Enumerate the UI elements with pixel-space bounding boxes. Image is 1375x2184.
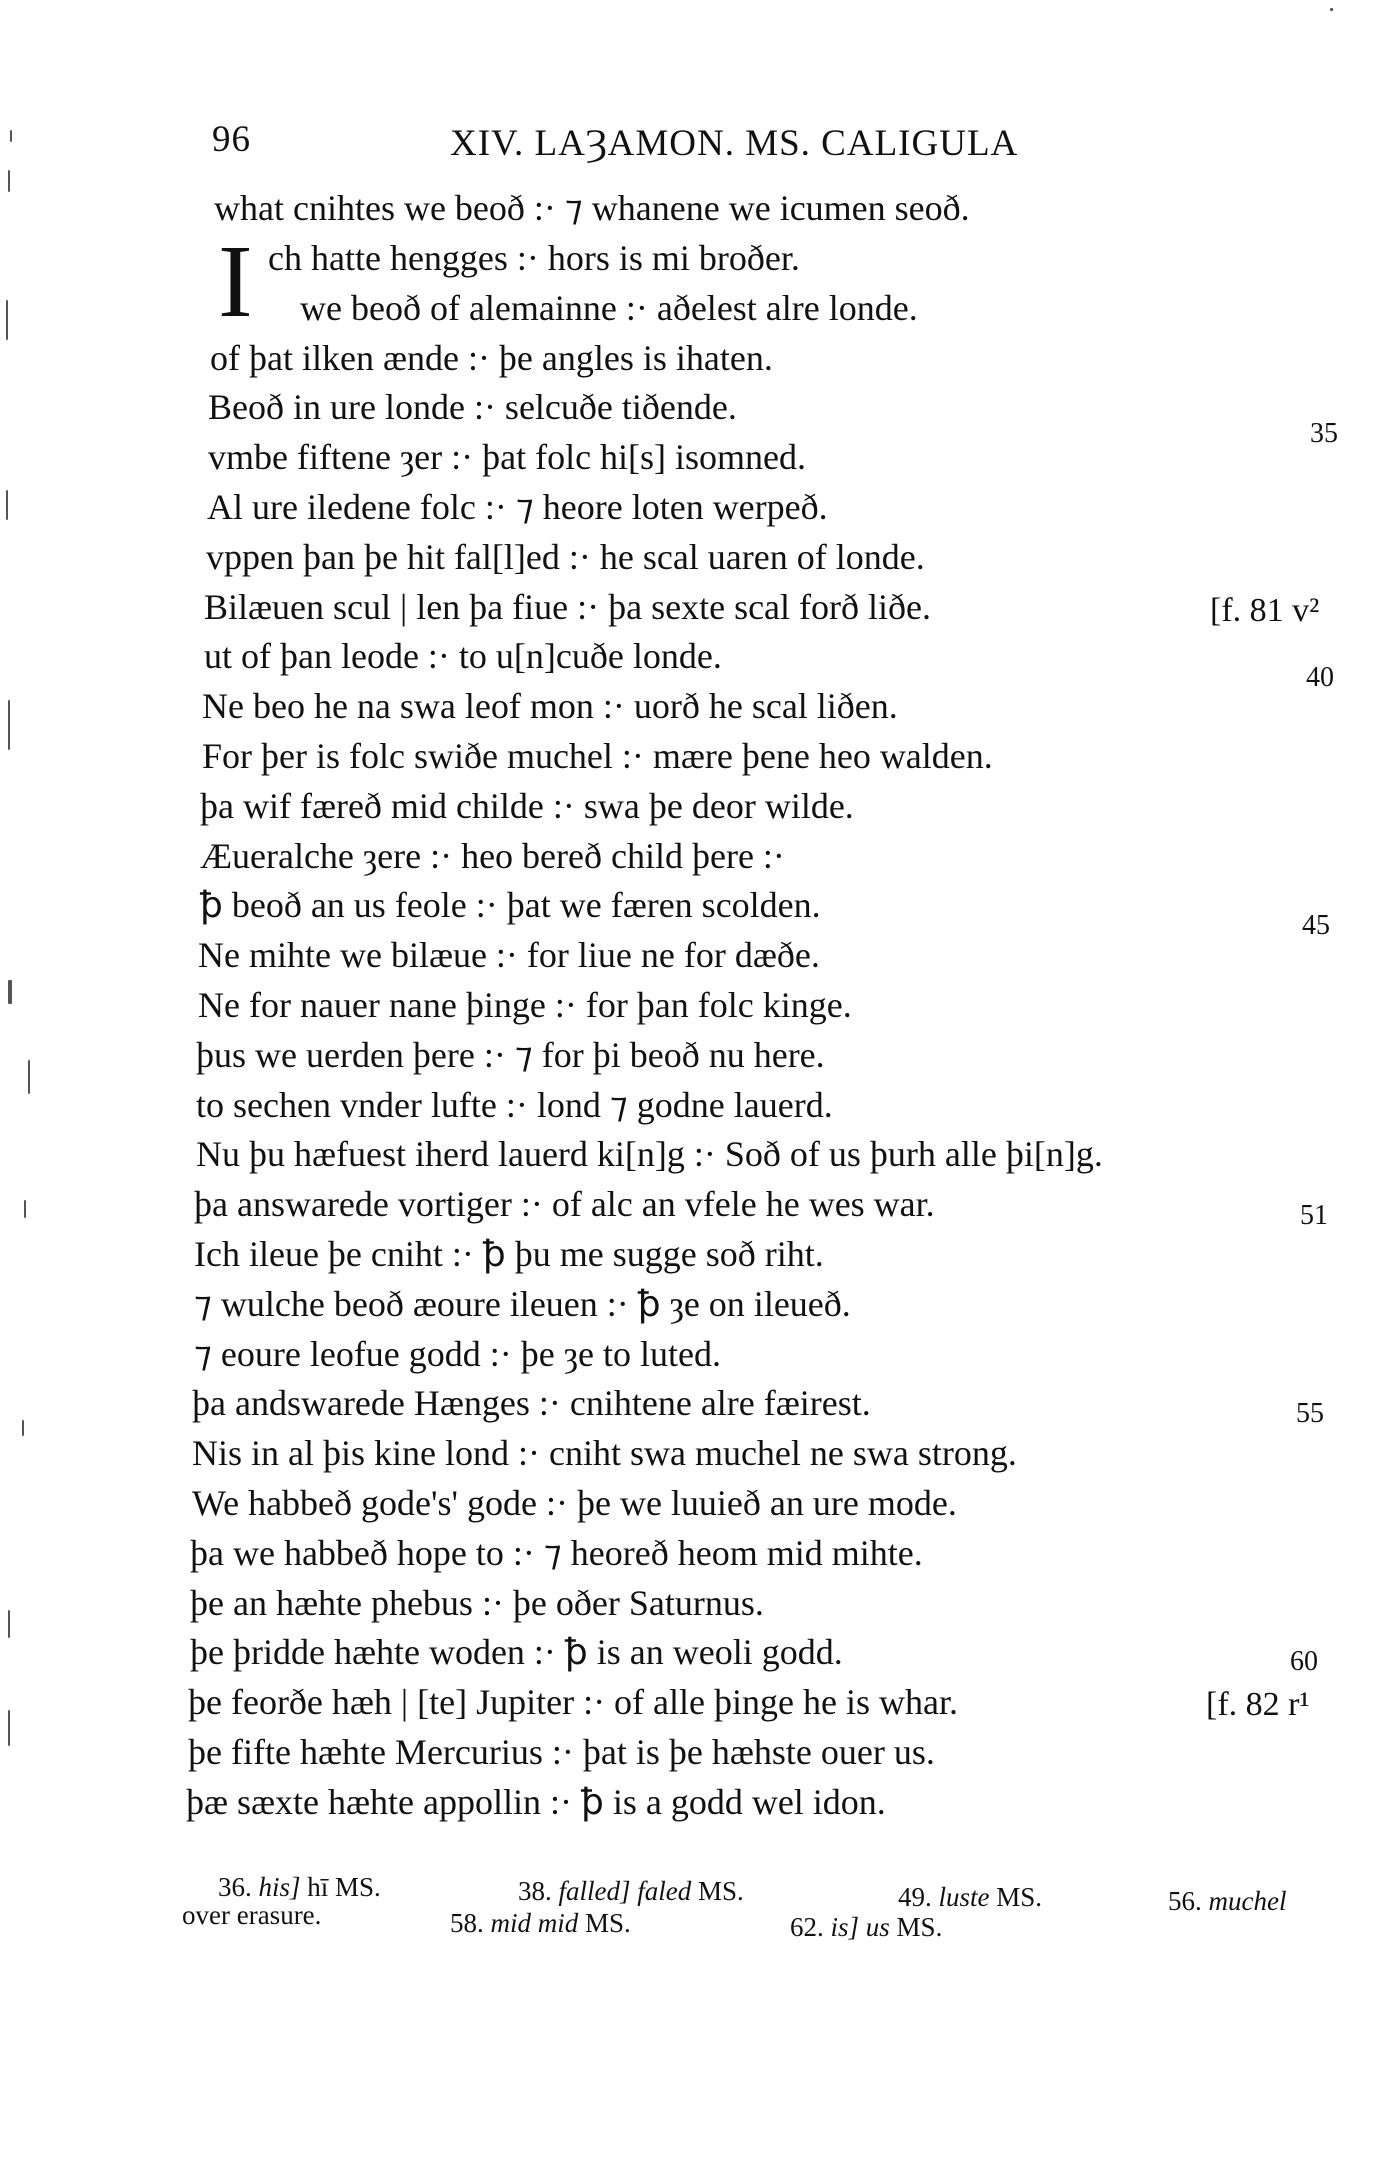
verse-line: Ne for nauer nane þinge :· for þan folc kinge.: [198, 985, 852, 1025]
verse-line: Bilæuen scul | len þa fiue :· þa sexte scal forð liðe.: [204, 587, 931, 627]
verse-line: For þer is folc swiðe muchel :· mære þene heo walden.: [202, 736, 993, 776]
verse-line: Beoð in ure londe :· selcuðe tiðende.: [208, 387, 737, 427]
verse-line: þus we uerden þere :· ⁊ for þi beoð nu here.: [196, 1035, 825, 1075]
scan-speck: [8, 1710, 10, 1746]
running-header: [212, 118, 1162, 178]
scan-speck: [6, 490, 8, 520]
running-title: XIV. LAȜAMON. MS. CALIGULA: [450, 123, 1019, 164]
folio-reference: [f. 81 v²: [1210, 592, 1320, 629]
verse-line: þa wif færeð mid childe :· swa þe deor wilde.: [200, 786, 854, 826]
verse-line: Æueralche ȝere :· heo bereð child þere :·: [200, 836, 785, 876]
verse-line: we beoð of alemainne :· aðelest alre londe.: [300, 288, 918, 328]
verse-line: Al ure iledene folc :· ⁊ heore loten werpeð.: [207, 487, 828, 527]
verse-line: of þat ilken ænde :· þe angles is ihaten.: [210, 338, 773, 378]
verse-line: We habbeð gode's' gode :· þe we luuieð an ure mode.: [192, 1483, 957, 1523]
scan-speck: [8, 700, 10, 750]
scan-speck: [8, 980, 12, 1004]
footnote-58: 58. mid mid MS.: [450, 1908, 631, 1938]
verse-line: vmbe fiftene ȝer :· þat folc hi[s] isomned.: [208, 437, 807, 477]
scan-speck: [6, 300, 8, 340]
scan-speck: [8, 1610, 10, 1638]
verse-line: ut of þan leode :· to u[n]cuðe londe.: [204, 636, 722, 676]
scan-speck: [22, 1420, 24, 1436]
folio-reference: [f. 82 r¹: [1206, 1686, 1310, 1723]
line-number: 45: [1302, 910, 1330, 941]
line-number: 60: [1290, 1646, 1318, 1677]
line-number: 55: [1296, 1398, 1324, 1429]
verse-line: what cnihtes we beoð :· ⁊ whanene we icumen seoð.: [214, 188, 970, 228]
verse-line: ⁊ eoure leofue godd :· þe ȝe to luted.: [194, 1334, 721, 1374]
verse-line: þa we habbeð hope to :· ⁊ heoreð heom mid mihte.: [190, 1533, 923, 1573]
verse-line: þe þridde hæhte woden :· ꝥ is an weoli godd.: [190, 1632, 843, 1672]
verse-line: vppen þan þe hit fal[l]ed :· he scal uaren of londe.: [206, 537, 925, 577]
footnote-49: 49. luste MS.: [898, 1882, 1043, 1912]
scan-speck: [28, 1060, 30, 1094]
verse-line: Nis in al þis kine lond :· cniht swa muchel ne swa strong.: [192, 1433, 1017, 1473]
scan-speck: [10, 130, 12, 142]
footnote-56: 56. muchel: [1168, 1886, 1287, 1916]
line-number: 35: [1310, 418, 1338, 449]
verse-line: þe an hæhte phebus :· þe oðer Saturnus.: [190, 1583, 764, 1623]
verse-line: to sechen vnder lufte :· lond ⁊ godne lauerd.: [196, 1085, 833, 1125]
verse-line: þe fifte hæhte Mercurius :· þat is þe hæhste ouer us.: [188, 1732, 935, 1772]
footnote-62: 62. is] us MS.: [790, 1912, 943, 1942]
verse-line: Ne beo he na swa leof mon :· uorð he scal liðen.: [202, 686, 898, 726]
footnote-36: 36. his] hī MS.: [218, 1872, 381, 1902]
footnote-38: 38. falled] faled MS.: [518, 1876, 744, 1906]
verse-line: ꝥ beoð an us feole :· þat we færen scolden.: [200, 885, 821, 925]
footnote-36-continuation: over erasure.: [182, 1900, 322, 1930]
scan-speck: [24, 1200, 26, 1218]
verse-line: ch hatte hengges :· hors is mi broðer.: [268, 238, 800, 278]
drop-cap: I: [218, 224, 253, 339]
verse-line: þe feorðe hæh | [te] Jupiter :· of alle þinge he is whar.: [188, 1682, 958, 1722]
page-number: 96: [212, 119, 251, 160]
verse-line: þa answarede vortiger :· of alc an vfele he wes war.: [194, 1184, 935, 1224]
verse-line: Nu þu hæfuest iherd lauerd ki[n]g :· Soð of us þurh alle þi[n]g.: [196, 1134, 1103, 1174]
verse-line: ⁊ wulche beoð æoure ileuen :· ꝥ ȝe on ileueð.: [194, 1284, 851, 1324]
line-number: 40: [1306, 662, 1334, 693]
scan-speck: [8, 170, 10, 192]
scan-speck: [1330, 8, 1333, 11]
verse-line: Ne mihte we bilæue :· for liue ne for dæðe.: [198, 935, 820, 975]
verse-line: þa andswarede Hænges :· cnihtene alre fæirest.: [192, 1383, 871, 1423]
line-number: 51: [1300, 1200, 1328, 1231]
verse-line: þæ sæxte hæhte appollin :· ꝥ is a godd wel idon.: [186, 1782, 886, 1822]
verse-line: Ich ileue þe cniht :· ꝥ þu me sugge soð riht.: [194, 1234, 824, 1274]
